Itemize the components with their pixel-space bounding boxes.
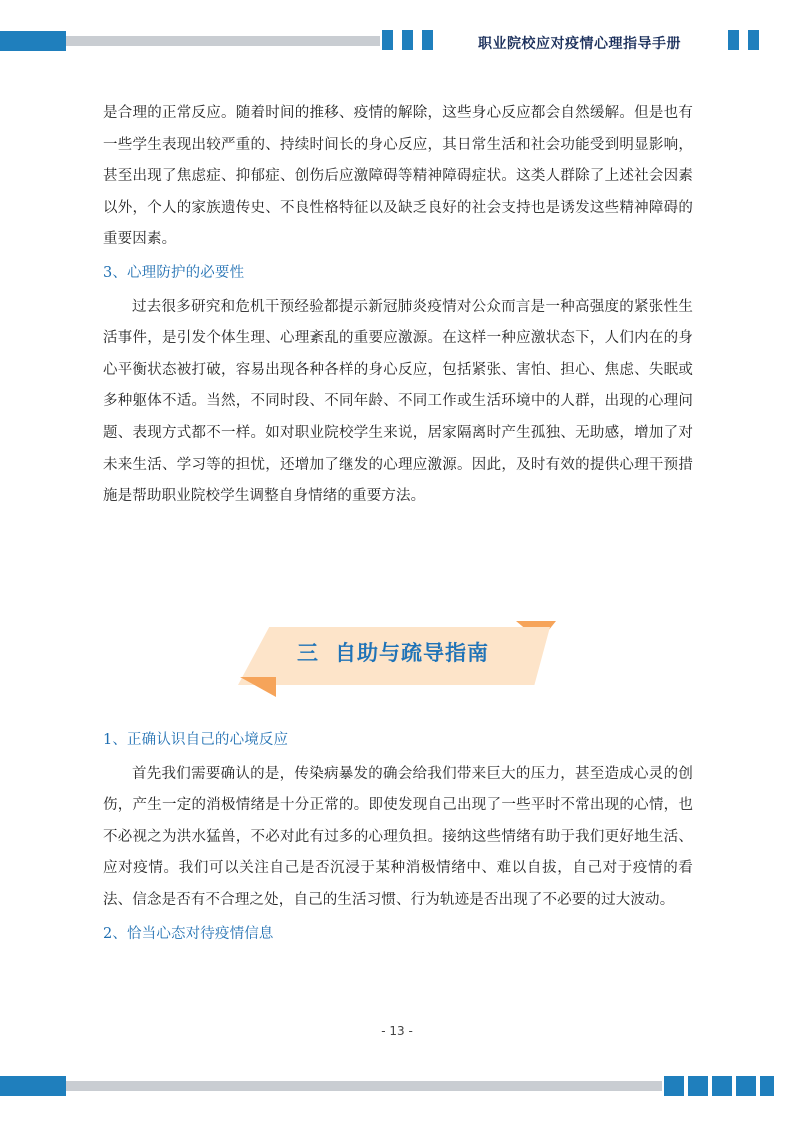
paragraph-continued: 是合理的正常反应。随着时间的推移、疫情的解除，这些身心反应都会自然缓解。但是也有一些学生表现出较严重的、持续时间长的身心反应，其日常生活和社会功能受到明显影响，甚至出现了焦虑症、抑郁症、创伤后应激障碍等精神障碍症状。这类人群除了上述社会因素以外，个人的家族遗传史、不良性格特征以及缺乏良好的社会支持也是诱发这些精神障碍的重要因素。 <box>103 105 693 248</box>
section-number: 三 <box>297 641 319 665</box>
header-square-3 <box>422 30 433 50</box>
footer-square-4 <box>736 1076 756 1096</box>
body-bottom <box>103 725 693 950</box>
header-square-5 <box>748 30 759 50</box>
section-title-text: 自助与疏导指南 <box>335 641 489 665</box>
header-gray-bar <box>66 36 380 46</box>
section-title <box>238 637 548 667</box>
footer-gray-bar <box>66 1081 662 1091</box>
header-square-1 <box>382 30 393 50</box>
footer-square-3 <box>712 1076 732 1096</box>
page-number: - 13 - <box>381 1024 413 1038</box>
header-square-4 <box>728 30 739 50</box>
heading-3: 3、心理防护的必要性 <box>103 264 245 281</box>
header-accent-bar <box>0 31 66 51</box>
section-banner <box>238 621 558 701</box>
footer-accent-bar <box>0 1076 66 1096</box>
heading-2: 2、恰当心态对待疫情信息 <box>103 925 274 942</box>
footer-square-2 <box>688 1076 708 1096</box>
footer-square-5 <box>760 1076 774 1096</box>
paragraph-1: 首先我们需要确认的是，传染病暴发的确会给我们带来巨大的压力，甚至造成心灵的创伤，产生一定的消极情绪是十分正常的。即使发现自己出现了一些平时不常出现的心情，也不必视之为洪水猛兽，不必对此有过多的心理负担。接纳这些情绪有助于我们更好地生活、应对疫情。我们可以关注自己是否沉浸于某种消极情绪中、难以自拔，自己对于疫情的看法、信念是否有不合理之处，自己的生活习惯、行为轨迹是否出现了不必要的过大波动。 <box>103 765 693 908</box>
footer-square-1 <box>664 1076 684 1096</box>
header-title: 职业院校应对疫情心理指导手册 <box>478 36 681 52</box>
body-top <box>103 98 693 513</box>
paragraph-3: 过去很多研究和危机干预经验都提示新冠肺炎疫情对公众而言是一种高强度的紧张性生活事件，是引发个体生理、心理紊乱的重要应激源。在这样一种应激状态下，人们内在的身心平衡状态被打破，容易出现各种各样的身心反应，包括紧张、害怕、担心、焦虑、失眠或多种躯体不适。当然，不同时段、不同年龄、不同工作或生活环境中的人群，出现的心理问题、表现方式都不一样。如对职业院校学生来说，居家隔离时产生孤独、无助感，增加了对未来生活、学习等的担忧，还增加了继发的心理应激源。因此，及时有效的提供心理干预措施是帮助职业院校学生调整自身情绪的重要方法。 <box>103 298 693 505</box>
heading-1: 1、正确认识自己的心境反应 <box>103 732 289 748</box>
header-square-2 <box>402 30 413 50</box>
